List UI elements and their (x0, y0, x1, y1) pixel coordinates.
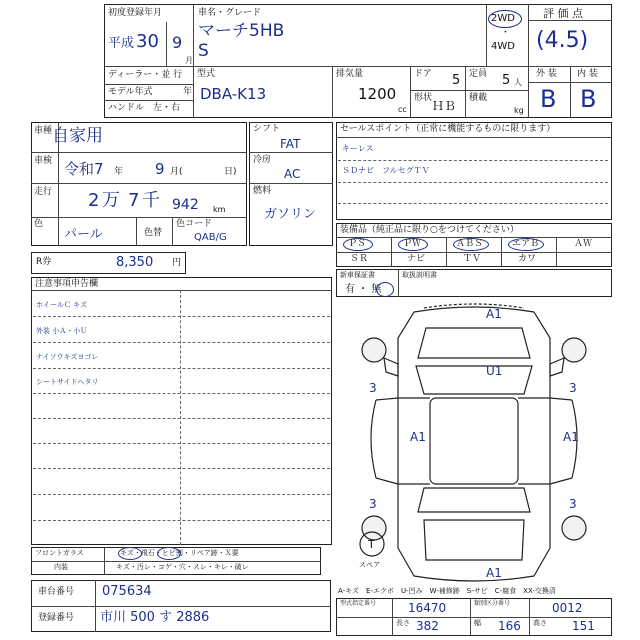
reg-month: 9 (172, 33, 183, 52)
color-value: パール (64, 227, 103, 242)
shift-label: シフト (253, 124, 281, 134)
type-designation-label: 型式指定番号 (340, 600, 377, 607)
displacement-value: 1200 (358, 85, 397, 103)
model-code: DBA-K13 (200, 85, 267, 103)
note-item: シートサイドヘタリ (36, 378, 99, 386)
mileage-man: 2 (88, 190, 100, 211)
equipment-label: 装備品（純正品に限り○をつけてください） (340, 225, 519, 235)
drive-dot: ・ (501, 28, 511, 38)
era-prefix: 平成 (108, 36, 135, 51)
warranty-value: 有 ・ 無 (345, 284, 382, 295)
class-number-value: 0012 (552, 601, 583, 615)
mileage-rest: 942 (172, 197, 199, 213)
note-item: ナイソウキズヨゴレ (36, 353, 99, 361)
equip-airbag: エアＢ (512, 239, 540, 249)
shape-label: 形状 (414, 93, 433, 103)
sales-point-item: ＳＤナビ フルセグＴＶ (342, 166, 430, 175)
windshield-value: キズ・飛石・ヒビ割・リペア跡・Ｘ要 (120, 549, 239, 557)
color-change-label: 色替 (144, 228, 163, 238)
damage-mark-front: A1 (486, 307, 502, 321)
damage-mark-roof: U1 (486, 364, 503, 378)
loadcap-label: 積載 (469, 93, 488, 103)
equip-tv: ＴＶ (463, 254, 482, 264)
usage-label: 車種 (34, 126, 53, 136)
spare-label: T (368, 538, 375, 551)
car-name-label: 車名・グレード (198, 8, 262, 18)
capacity-value: 5 (502, 73, 511, 88)
capacity-unit: 人 (514, 78, 522, 87)
recycle-value: 8,350 (116, 255, 154, 270)
interior-label: 内 装 (577, 69, 598, 79)
damage-mark-rear: A1 (486, 566, 502, 580)
type-label: 型式 (197, 69, 216, 79)
color-label: 色 (34, 219, 44, 229)
car-name: マーチ5HB (198, 21, 285, 41)
month-unit: 月 (185, 56, 193, 65)
inspection-year-unit: 年 (114, 167, 124, 177)
notes-label: 注意事項申告欄 (35, 279, 99, 289)
equip-pw: ＰＷ (403, 239, 422, 249)
equip-aw: ＡＷ (574, 239, 593, 249)
manual-label: 取扱説明書 (402, 271, 437, 279)
interior-grade: B (580, 85, 597, 113)
ac-value: AC (284, 167, 301, 181)
color-code-label: 色コード (176, 219, 213, 229)
man-unit: 万 (102, 190, 120, 211)
width-value: 166 (498, 619, 521, 633)
color-code-value: QAB/G (194, 232, 227, 243)
kg-unit: kg (514, 106, 524, 115)
recycle-unit: 円 (172, 258, 182, 268)
model-year-unit: 年 (183, 87, 193, 97)
height-label: 高さ (533, 619, 547, 627)
interior-cond-value: キズ・汚レ・コゲ・穴・スレ・キレ・破レ (116, 563, 249, 571)
damage-mark-wheel-fl: 3 (369, 381, 377, 395)
note-item: 外装 小Ａ・小Ｕ (36, 327, 88, 335)
chip-circle (157, 547, 181, 560)
sales-points-label: セールスポイント（正常に機能するものに限ります） (340, 124, 556, 134)
damage-mark-right: A1 (563, 430, 579, 444)
type-designation-value: 16470 (408, 601, 447, 615)
windshield-label: フロントガラス (35, 549, 84, 557)
car-grade: S (198, 41, 209, 61)
note-item: ホイールＣ キズ (36, 301, 87, 309)
notes-block (31, 277, 332, 545)
inspection-month: 9 (155, 160, 165, 178)
damage-mark-wheel-rl: 3 (369, 497, 377, 511)
warranty-none-circle (376, 282, 394, 297)
registration-value: 市川 500 す 2886 (100, 610, 210, 625)
damage-legend: A-キズ E-エクボ U-凹み W-補修跡 S-サビ C-腐食 XX-交換済 (338, 587, 556, 595)
registration-label: 登録番号 (38, 613, 75, 623)
interior-cond-label: 内装 (54, 563, 68, 571)
recycle-block (31, 252, 186, 274)
mileage-label: 走行 (34, 187, 53, 197)
dealer-label: ディーラー・並 行 (108, 70, 183, 80)
handle-label: ハンドル 左・右 (108, 103, 181, 113)
warranty-label: 新車保証書 (340, 271, 375, 279)
length-value: 382 (416, 619, 439, 633)
exterior-grade: B (540, 85, 557, 113)
shape-value: ＨＢ (432, 99, 457, 113)
recycle-label: R券 (36, 257, 52, 267)
score-label: 評 価 点 (543, 7, 583, 20)
displacement-label: 排気量 (336, 69, 364, 79)
inspection-day-unit: 日) (224, 167, 237, 177)
equip-navi: ナビ (407, 254, 426, 264)
damage-mark-wheel-rr: 3 (569, 497, 577, 511)
cc-unit: cc (398, 105, 407, 114)
damage-mark-wheel-fr: 3 (569, 381, 577, 395)
inspection-month-unit: 月( (170, 167, 183, 177)
class-number-label: 類別区分番号 (474, 600, 511, 607)
equip-leather: カワ (518, 254, 537, 264)
sales-point-item: キーレス (342, 144, 374, 153)
km-unit: km (213, 205, 226, 214)
drive-4wd: 4WD (491, 41, 515, 52)
model-year-label: モデル年式 (108, 87, 153, 97)
fuel-label: 燃料 (253, 186, 272, 196)
mileage-sen: 7 (128, 190, 140, 211)
capacity-label: 定員 (469, 69, 488, 79)
first-reg-label: 初度登録年月 (108, 8, 163, 18)
equip-sr: ＳＲ (350, 254, 369, 264)
inspection-label: 車検 (34, 156, 53, 166)
equip-abs: ＡＢＳ (456, 239, 484, 249)
reg-year: 30 (136, 31, 159, 52)
width-label: 幅 (474, 619, 481, 627)
ac-label: 冷房 (253, 155, 272, 165)
doors-label: ドア (414, 69, 432, 79)
scratch-circle (118, 547, 142, 560)
sen-unit: 千 (142, 190, 160, 211)
chassis-value: 075634 (102, 584, 152, 599)
height-value: 151 (572, 619, 595, 633)
spare-text: スペア (359, 561, 380, 569)
length-label: 長さ (396, 619, 410, 627)
damage-mark-left: A1 (410, 430, 426, 444)
inspection-era: 令和7 (64, 160, 104, 178)
chassis-label: 車台番号 (38, 587, 75, 597)
drive-2wd: 2WD (491, 13, 515, 24)
score-value: (4.5) (536, 28, 589, 53)
fuel-value: ガソリン (264, 207, 317, 222)
shift-value: FAT (280, 137, 301, 151)
exterior-label: 外 装 (536, 69, 557, 79)
usage-value: 自家用 (52, 126, 103, 146)
equip-ps: ＰＳ (348, 239, 367, 249)
doors-value: 5 (452, 73, 461, 88)
